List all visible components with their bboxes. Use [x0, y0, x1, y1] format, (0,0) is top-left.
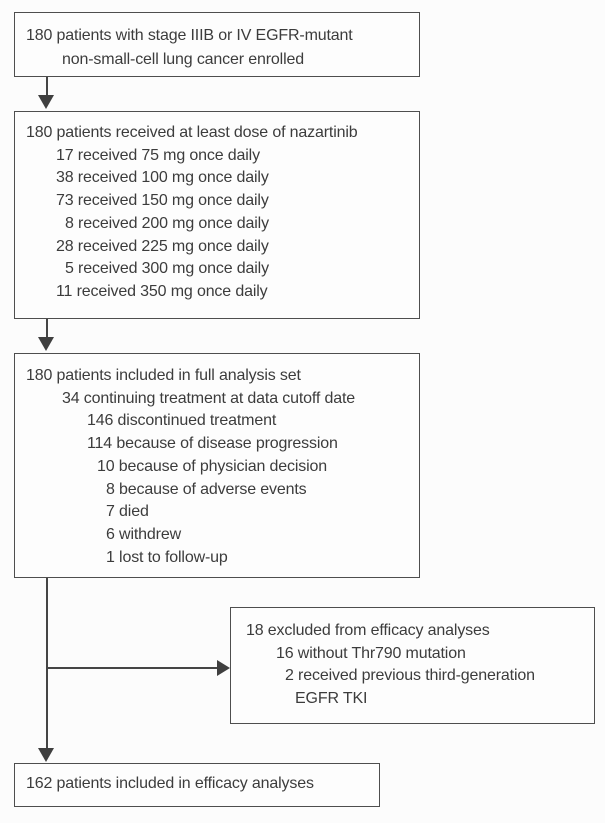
analysis-physician-line: 10 because of physician decision: [97, 457, 328, 475]
analysis-withdrew-line: 6 withdrew: [106, 525, 181, 543]
arrow-branch-to-excluded-shaft: [46, 667, 218, 669]
excluded-previous-tki-line: 2 received previous third-generation: [285, 667, 535, 685]
arrow-analysis-to-efficacy-shaft: [46, 578, 48, 749]
dosing-300mg-line: 5 received 300 mg once daily: [65, 260, 269, 278]
dosing-150mg-line: 73 received 150 mg once daily: [56, 192, 269, 210]
excluded-thr790-line: 16 without Thr790 mutation: [276, 644, 466, 662]
dosing-box: [14, 111, 420, 319]
enrolled-line-1: 180 patients with stage IIIB or IV EGFR-mutant: [26, 27, 353, 44]
dosing-350mg-line: 11 received 350 mg once daily: [56, 282, 268, 300]
analysis-total-line: 180 patients included in full analysis set: [26, 367, 301, 384]
excluded-total-line: 18 excluded from efficacy analyses: [246, 622, 490, 639]
arrow-analysis-to-efficacy-head-icon: [38, 748, 54, 762]
full-analysis-box: [14, 353, 420, 578]
dosing-75mg-line: 17 received 75 mg once daily: [56, 146, 260, 164]
dosing-200mg-line: 8 received 200 mg once daily: [65, 214, 269, 232]
enrolled-line-2: non-small-cell lung cancer enrolled: [62, 51, 304, 68]
dosing-225mg-line: 28 received 225 mg once daily: [56, 237, 269, 255]
analysis-lost-line: 1 lost to follow-up: [106, 548, 228, 566]
efficacy-box: [14, 763, 380, 807]
dosing-100mg-line: 38 received 100 mg once daily: [56, 169, 269, 187]
analysis-progression-line: 114 because of disease progression: [87, 435, 338, 453]
enrolled-box: [14, 12, 420, 77]
analysis-continuing-line: 34 continuing treatment at data cutoff date: [62, 389, 356, 407]
excluded-previous-tki-cont-line: EGFR TKI: [295, 690, 368, 708]
dosing-total-line: 180 patients received at least dose of nazartinib: [26, 124, 358, 141]
analysis-discontinued-line: 146 discontinued treatment: [87, 412, 277, 430]
arrow-dosing-to-analysis-head-icon: [38, 337, 54, 351]
analysis-adverse-line: 8 because of adverse events: [106, 480, 307, 498]
analysis-died-line: 7 died: [106, 503, 149, 521]
efficacy-total-line: 162 patients included in efficacy analyses: [26, 775, 314, 792]
excluded-box: [230, 607, 595, 724]
arrow-enrolled-to-dosing-head-icon: [38, 95, 54, 109]
arrow-branch-to-excluded-head-icon: [217, 660, 230, 676]
